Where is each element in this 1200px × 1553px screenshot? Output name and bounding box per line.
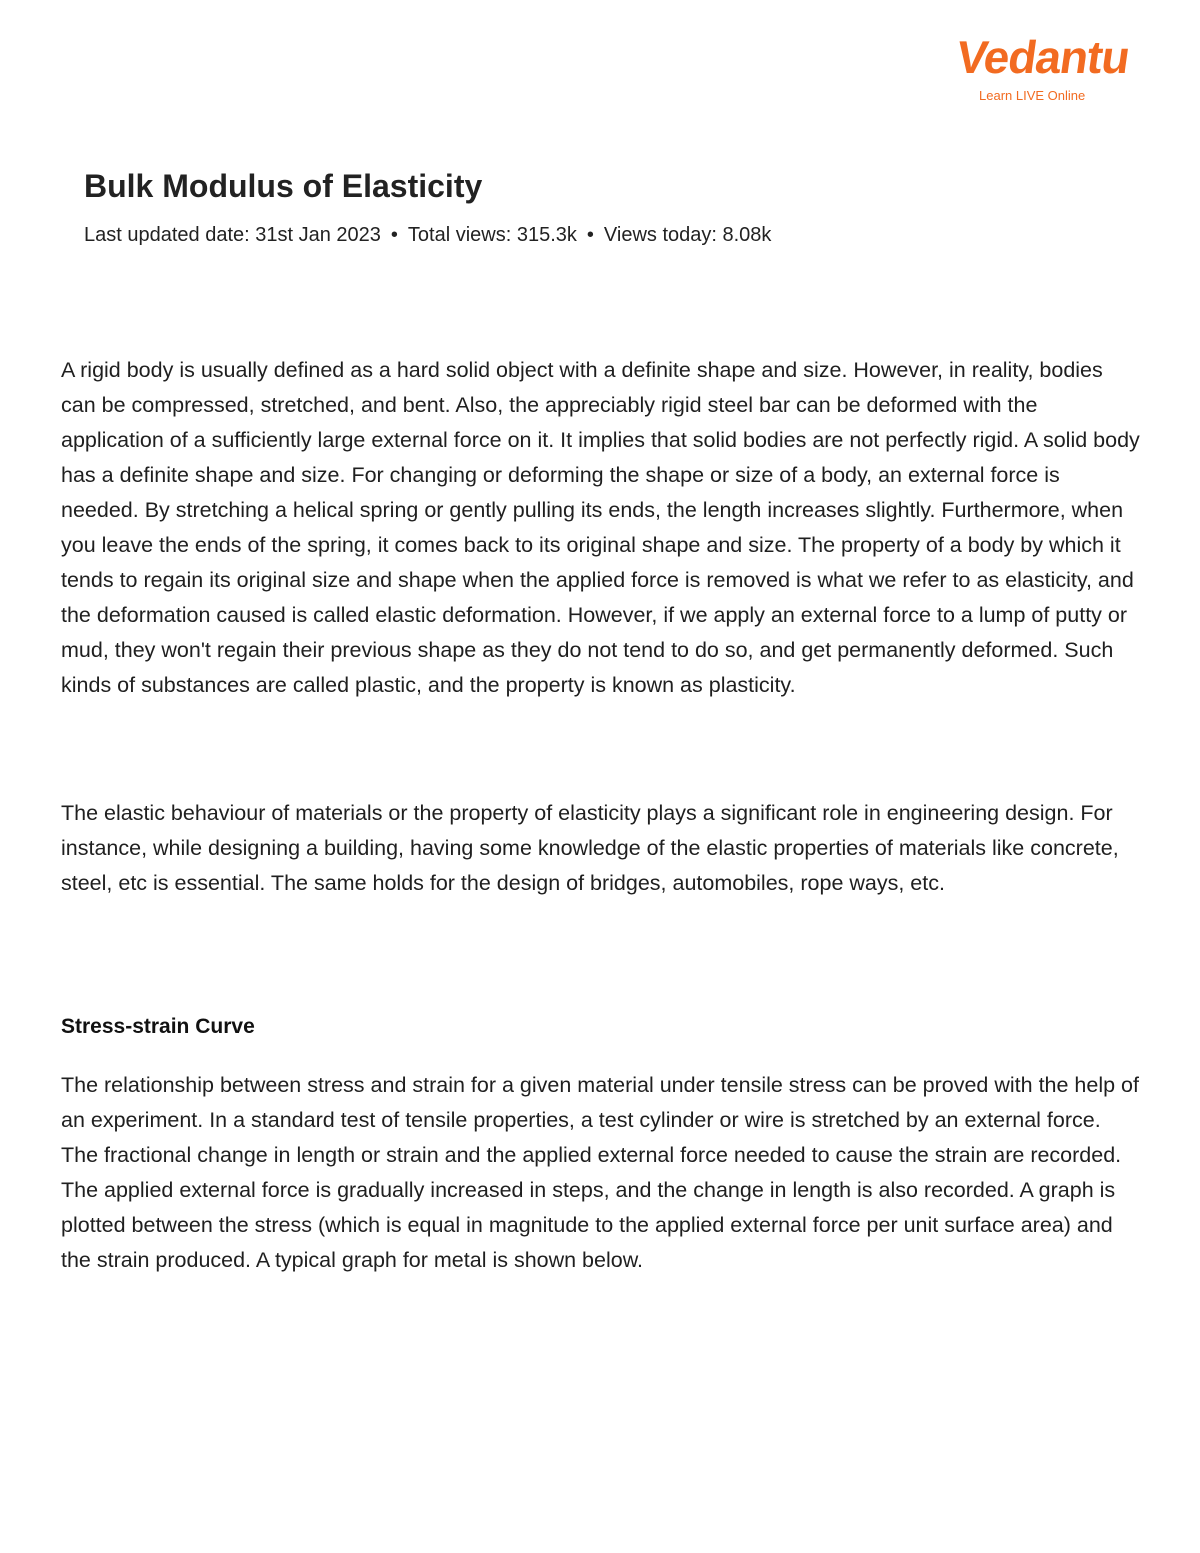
page-title: Bulk Modulus of Elasticity: [84, 168, 483, 204]
section-paragraph: The relationship between stress and strain for a given material under tensile stress can be proved with the help of an experiment. In a standard test of tensile properties, a test cylinder or wire is stretched by an external force. The fractional change in length or strain and the applied external force needed to cause the strain are recorded. The applied external force is gradually increased in steps, and the change in length is also recorded. A graph is plotted between the stress (which is equal in magnitude to the applied external force per unit surface area) and the strain produced. A typical graph for metal is shown below.: [61, 1073, 1139, 1272]
intro-paragraph: A rigid body is usually defined as a hard solid object with a definite shape and size. However, in reality, bodies can be compressed, stretched, and bent. Also, the appreciably rigid steel bar can be deformed with the application of a sufficiently large external force on it. It implies that solid bodies are not perfectly rigid. A solid body has a definite shape and size. For changing or deforming the shape or size of a body, an external force is needed. By stretching a helical spring or gently pulling its ends, the length increases slightly. Furthermore, when you leave the ends of the spring, it comes back to its original shape and size. The property of a body by which it tends to regain its original size and shape when the applied force is removed is what we refer to as elasticity, and the deformation caused is called elastic deformation. However, if we apply an external force to a lump of putty or mud, they won't regain their previous shape as they do not tend to do so, and get permanently deformed. Such kinds of substances are called plastic, and the property is known as plasticity.: [61, 358, 1140, 697]
total-views: Total views: 315.3k: [407, 224, 577, 246]
article-meta: [84, 224, 771, 247]
section-heading: Stress-strain Curve: [61, 1015, 255, 1038]
logo-wordmark: Vedantu: [953, 31, 1133, 83]
last-updated: Last updated date: 31st Jan 2023: [84, 224, 381, 246]
elasticity-paragraph: The elastic behaviour of materials or the property of elasticity plays a significant role in engineering design. For instance, while designing a building, having some knowledge of the elastic properties of materials like concrete, steel, etc is essential. The same holds for the design of bridges, automobiles, rope ways, etc.: [61, 801, 1119, 895]
logo-tagline: Learn LIVE Online: [979, 88, 1086, 103]
views-today: Views today: 8.08k: [603, 224, 772, 246]
vedantu-logo[interactable]: [953, 31, 1133, 108]
meta-separator: •: [390, 224, 398, 246]
meta-separator: •: [586, 224, 594, 246]
